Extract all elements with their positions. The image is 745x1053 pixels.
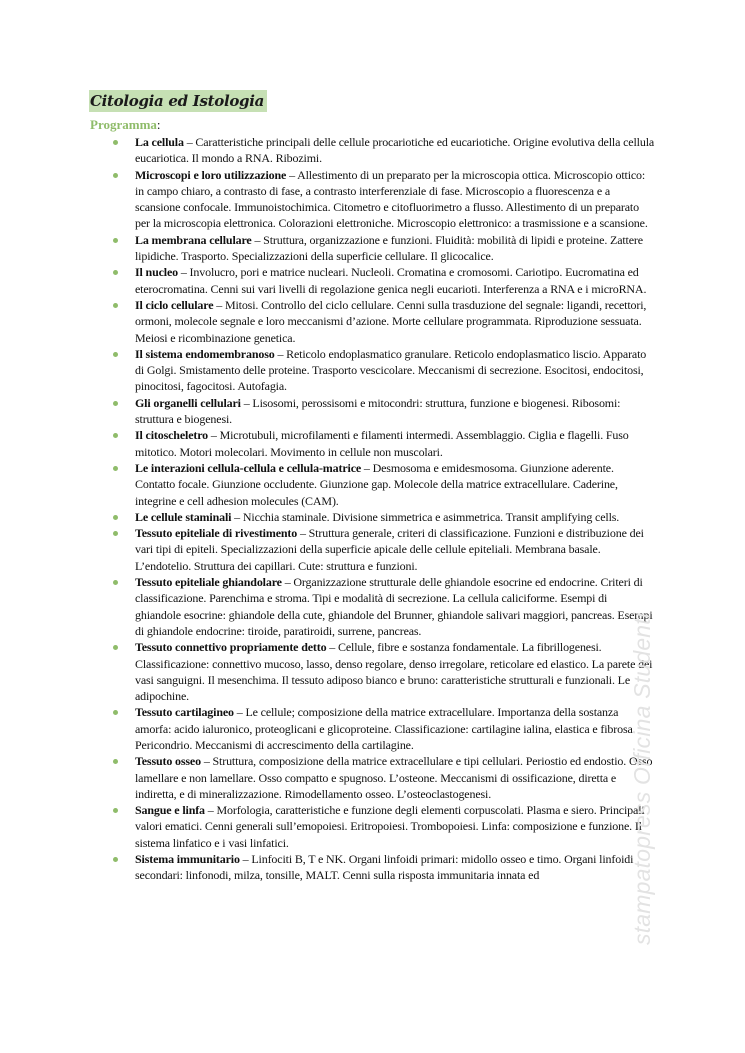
topic-name: La cellula [135,135,184,149]
watermark: stampatopress Officina Studenti [629,612,655,945]
topic-description: – Struttura generale, criteri di classificazione. Funzioni e distribuzione dei vari tipi di epiteli. Specializzazioni della superficie apicale delle cellule epiteliali. Membrana basale. L’endotelio. Struttura dei capillari. Cute: struttura e funzioni. [135,526,644,573]
topic-name: Il nucleo [135,265,178,280]
topic-name: Gli organelli cellulari [135,395,241,410]
topic-item [0,460,655,509]
bullet-icon [113,710,118,715]
topic-item [0,395,655,428]
topic-description: – Nicchia staminale. Divisione simmetrica e asimmetrica. Transit amplifying cells. [231,509,620,524]
section-label-programma [90,117,161,133]
topic-name: Tessuto connettivo propriamente detto [135,640,327,655]
topic-name: Le cellule staminali [135,509,232,524]
topic-description: – Involucro, pori e matrice nucleari. Nucleoli. Cromatina e cromosomi. Cariotipo. Eucromatina ed eterocromatina. Cenni sui vari livelli di regolazione genica negli eucarioti. Interferenza a RNA e i microRNA. [135,265,647,296]
topic-item [0,264,655,297]
bullet-icon [113,303,118,308]
topic-name: Il citoscheletro [135,428,209,443]
bullet-icon [113,466,118,471]
bullet-icon [113,238,118,243]
topic-item [0,525,655,574]
topic-item [0,297,655,346]
topic-name: Tessuto cartilagineo [135,705,234,720]
topic-description: – Le cellule; composizione della matrice extracellulare. Importanza della sostanza amorfa: acido ialuronico, proteoglicani e glicoproteine. Classificazione: cartilagine ialina, elastica e fibrosa. Pericondrio. Meccanismi di accrescimento della cartilagine. [135,705,636,752]
topic-name: La membrana cellulare [135,232,252,247]
bullet-icon [113,433,118,438]
bullet-icon [113,759,118,764]
topic-name: Sistema immunitario [135,852,240,867]
topic-description: – Mitosi. Controllo del ciclo cellulare. Cenni sulla trasduzione del segnale: ligandi, recettori, ormoni, molecole segnale e loro meccanismi d’azione. Morte cellulare programmata. Riproduzione sessuata. Meiosi e ricombinazione genetica. [135,297,647,345]
topic-item [0,509,655,525]
bullet-icon [113,140,118,145]
topic-item [0,639,655,704]
topic-description: – Morfologia, caratteristiche e funzione degli elementi corpuscolati. Plasma e siero. Principali valori ematici. Cenni generali sull’emopoiesi. Eritropoiesi. Trombopoiesi. Linfa: composizione e funzione. Il sistema linfatico e i vasi linfatici. [135,803,645,850]
topic-name: Sangue e linfa [135,803,205,818]
bullet-icon [113,645,118,650]
topic-description: – Struttura, organizzazione e funzioni. Fluidità: mobilità di lipidi e proteine. Zattere lipidiche. Trasporto. Specializzazioni della superficie cellulare. Il glicocalice. [135,232,643,264]
topic-description: – Caratteristiche principali delle cellule procariotiche ed eucariotiche. Origine evolutiva della cellula eucariotica. Il mondo a RNA. Ribozimi. [135,135,655,166]
section-label-text: Programma [90,117,157,132]
topic-name: Il ciclo cellulare [135,297,214,312]
bullet-icon [113,270,118,275]
topic-description: – Organizzazione strutturale delle ghiandole esocrine ed endocrine. Criteri di classificazione. Parenchima e stroma. Tipi e modalità di secrezione. La cellula caliciforme. Esempi di ghiandole esocrine: ghiandole della cute, ghiandole del Brunner, ghiandole salivari maggiori, pancreas. Esempi di ghiandole endocrine: tiroide, paratiroidi, surrene, pancreas. [135,575,653,638]
topic-item [0,851,655,884]
topic-item [0,802,655,851]
topic-description: – Linfociti B, T e NK. Organi linfoidi primari: midollo osseo e timo. Organi linfoidi secondari: linfonodi, milza, tonsille, MALT. Cenni sulla risposta immunitaria innata ed [135,852,634,883]
topic-description: – Cellule, fibre e sostanza fondamentale. La fibrillogenesi. Classificazione: connettivo mucoso, lasso, denso regolare, denso irregolare, reticolare ed elastico. La parete dei vasi sanguigni. Il mesenchima. Il tessuto adiposo bianco e bruno: caratteristiche strutturali e funzionali. Le adipochine. [135,640,653,704]
bullet-icon [113,401,118,406]
bullet-icon [113,173,118,178]
topic-description: – Reticolo endoplasmatico granulare. Reticolo endoplasmatico liscio. Apparato di Golgi. Smistamento delle proteine. Trasporto vescicolare. Meccanismi di secrezione. Esocitosi, endocitosi, pinocitosi, fagocitosi. Autofagia. [135,346,647,394]
topic-item [0,704,655,753]
topic-item [0,427,655,460]
page-title: Citologia ed Istologia [89,90,267,112]
topic-name: Tessuto epiteliale di rivestimento [135,526,298,541]
bullet-icon [113,515,118,520]
topic-description: – Desmosoma e emidesmosoma. Giunzione aderente. Contatto focale. Giunzione occludente. Giunzione gap. Molecole della matrice extracellulare. Caderine, integrine e cell adhesion molecules (CAM). [135,460,618,508]
topic-description: – Lisosomi, perossisomi e mitocondri: struttura, funzione e biogenesi. Ribosomi: struttura e biogenesi. [135,395,621,427]
topic-name: Le interazioni cellula-cellula e cellula-matrice [135,460,362,475]
bullet-icon [113,352,118,357]
bullet-icon [113,857,118,862]
topic-item [0,753,655,802]
topic-description: – Allestimento di un preparato per la microscopia ottica. Microscopio ottico: in campo chiaro, a contrasto di fase, a contrasto interferenziale di fase. Microscopio a fluorescenza e a scansione confocale. Immunoistochimica. Citometro e citofluorimetro a flusso. Allestimento di un preparato per la microscopia elettronica. Colorazioni elettroniche. Microscopio elettronico: a trasmissione e a scansione. [135,167,648,231]
topic-description: – Microtubuli, microfilamenti e filamenti intermedi. Assemblaggio. Ciglia e flagelli. Fuso mitotico. Motori molecolari. Movimento in cellule non muscolari. [135,428,629,459]
bullet-icon [113,531,118,536]
topic-item [0,167,655,232]
bullet-icon [113,808,118,813]
topic-item [0,134,655,167]
section-label-colon: : [156,117,161,132]
topic-name: Tessuto osseo [135,754,201,769]
topic-name: Microscopi e loro utilizzazione [135,167,287,182]
topic-item [0,574,655,639]
bullet-icon [113,580,118,585]
topic-item [0,346,655,395]
topic-description: – Struttura, composizione della matrice extracellulare e tipi cellulari. Periostio ed endostio. Osso lamellare e non lamellare. Osso compatto e spugnoso. L’osteone. Meccanismi di ossificazione, diretta e indiretta, e di mineralizzazione. Rimodellamento osseo. L’osteoclastogenesi. [135,754,653,801]
topic-name: Il sistema endomembranoso [135,346,275,361]
topic-item [0,232,655,265]
topic-name: Tessuto epiteliale ghiandolare [135,575,282,590]
